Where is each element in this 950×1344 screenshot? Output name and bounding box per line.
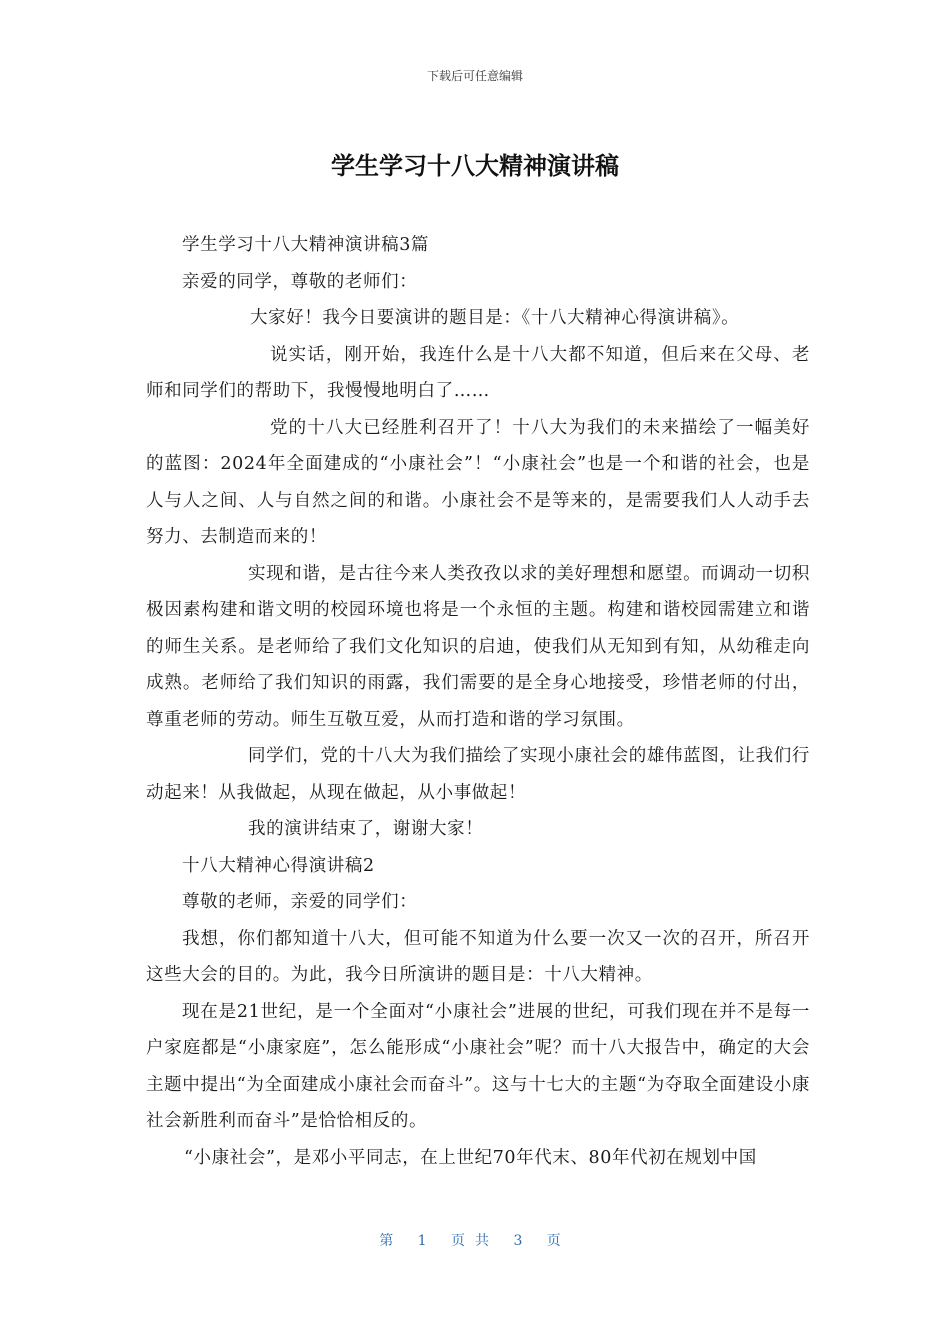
paragraph-salutation: 亲爱的同学，尊敬的老师们： bbox=[182, 271, 418, 292]
paragraph: 党的十八大已经胜利召开了！十八大为我们的未来描绘了一幅美好的蓝图：2024年全面建成的“小康社会”！“小康社会”也是一个和谐的社会，也是人与人之间、人与自然之间的和谐。小康社会不是等来的，是需要我们人人动手去努力、去制造而来的！ bbox=[146, 417, 810, 547]
document-title: 学生学习十八大精神演讲稿 bbox=[331, 152, 619, 180]
paragraph: 说实话，刚开始，我连什么是十八大都不知道，但后来在父母、老师和同学们的帮助下，我慢慢地明白了…… bbox=[146, 344, 810, 401]
paragraph: “小康社会”，是邓小平同志，在上世纪70年代末、80年代初在规划中国 bbox=[184, 1147, 757, 1168]
header-note: 下载后可任意编辑 bbox=[426, 69, 523, 83]
document-body bbox=[146, 227, 810, 1176]
paragraph-section-heading: 十八大精神心得演讲稿2 bbox=[182, 855, 375, 876]
paragraph: 大家好！我今日要演讲的题目是：《十八大精神心得演讲稿》。 bbox=[250, 308, 740, 328]
paragraph: 现在是21世纪，是一个全面对“小康社会”进展的世纪，可我们现在并不是每一户家庭都是“小康家庭”，怎么能形成“小康社会”呢？而十八大报告中，确定的大会主题中提出“为全面建成小康社会而奋斗”。这与十七大的主题“为夺取全面建设小康社会新胜利而奋斗”是恰恰相反的。 bbox=[146, 1001, 810, 1131]
paragraph: 同学们，党的十八大为我们描绘了实现小康社会的雄伟蓝图，让我们行动起来！从我做起，从现在做起，从小事做起！ bbox=[146, 746, 810, 803]
page-number-footer: 第 1 页共 3 页 bbox=[379, 1233, 571, 1249]
paragraph: 我想，你们都知道十八大，但可能不知道为什么要一次又一次的召开，所召开这些大会的目的。为此，我今日所演讲的题目是：十八大精神。 bbox=[146, 928, 810, 985]
paragraph: 实现和谐，是古往今来人类孜孜以求的美好理想和愿望。而调动一切积极因素构建和谐文明的校园环境也将是一个永恒的主题。构建和谐校园需建立和谐的师生关系。是老师给了我们文化知识的启迪，使我们从无知到有知，从幼稚走向成熟。老师给了我们知识的雨露，我们需要的是全身心地接受，珍惜老师的付出，尊重老师的劳动。师生互敬互爱，从而打造和谐的学习氛围。 bbox=[146, 563, 810, 730]
paragraph: 我的演讲结束了，谢谢大家！ bbox=[248, 819, 484, 839]
paragraph-salutation: 尊敬的老师，亲爱的同学们： bbox=[182, 892, 418, 912]
paragraph-subtitle: 学生学习十八大精神演讲稿3篇 bbox=[182, 235, 430, 255]
